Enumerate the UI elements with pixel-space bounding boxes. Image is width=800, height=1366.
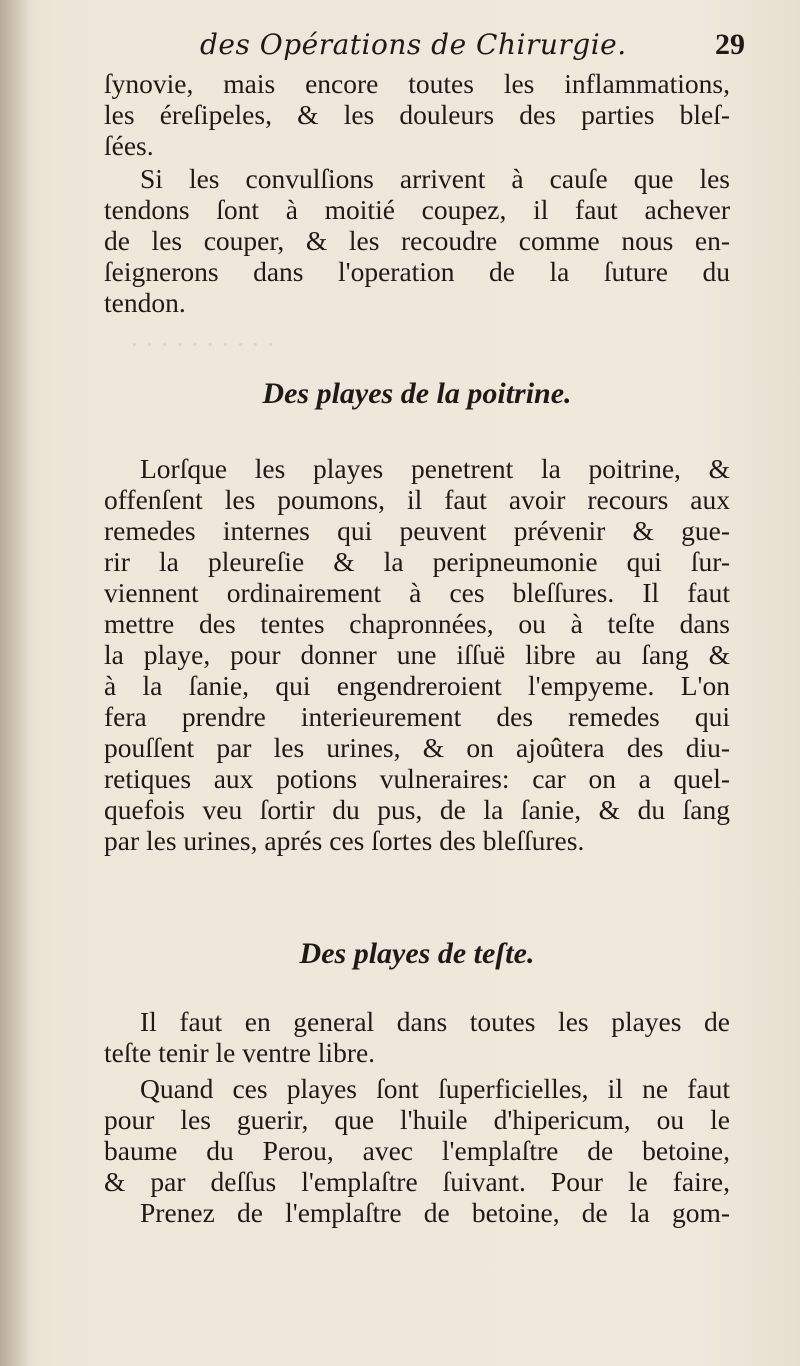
text-line: Si les convulſions arrivent à cauſe que les (140, 163, 730, 194)
running-head: des Opérations de Chirurgie. (200, 28, 627, 61)
text-line: tendons ſont à moitié coupez, il faut achever (104, 194, 730, 225)
text-line: retiques aux potions vulneraires: car on a quel- (104, 763, 730, 794)
text-line: Prenez de l'emplaſtre de betoine, de la gom- (140, 1197, 730, 1228)
text-line: ſées. (104, 130, 154, 161)
text-line: & par deſſus l'emplaſtre ſuivant. Pour le faire, (104, 1166, 730, 1197)
text-line: Quand ces playes ſont ſuperficielles, il ne faut (140, 1073, 730, 1104)
page-header (200, 22, 745, 72)
text-line: Il faut en general dans toutes les playes de (140, 1006, 730, 1037)
text-line: rir la pleureſie & la peripneumonie qui ſur- (104, 546, 730, 577)
text-line: à la ſanie, qui engendreroient l'empyeme. L'on (104, 670, 730, 701)
text-line: tendon. (104, 287, 186, 318)
text-line: offenſent les poumons, il faut avoir recours aux (104, 484, 730, 515)
paragraph-2 (104, 163, 730, 318)
paragraph-1 (104, 68, 730, 161)
text-line: par les urines, aprés ces ſortes des bleſſures. (104, 825, 585, 856)
text-line: les éreſipeles, & les douleurs des parties bleſ- (104, 99, 730, 130)
paragraph-5 (104, 1073, 730, 1228)
text-line: fera prendre interieurement des remedes qui (104, 701, 730, 732)
text-line: pouſſent par les urines, & on ajoûtera des diu- (104, 732, 730, 763)
text-line: quefois veu ſortir du pus, de la ſanie, & du ſang (104, 794, 730, 825)
text-line: de les couper, & les recoudre comme nous en- (104, 225, 730, 256)
text-line: la playe, pour donner une iſſuë libre au ſang & (104, 639, 730, 670)
text-line: baume du Perou, avec l'emplaſtre de betoine, (104, 1135, 730, 1166)
text-line: teſte tenir le ventre libre. (104, 1037, 376, 1068)
text-line: remedes internes qui peuvent prévenir & gue- (104, 515, 730, 546)
page-number: 29 (715, 28, 745, 61)
show-through-text: · · · · · · · · · · (130, 330, 276, 359)
text-line: pour les guerir, que l'huile d'hipericum, ou le (104, 1104, 730, 1135)
text-line: ſeignerons dans l'operation de la ſuture du (104, 256, 730, 287)
text-line: mettre des tentes chapronnées, ou à teſte dans (104, 608, 730, 639)
text-line: viennent ordinairement à ces bleſſures. Il faut (104, 577, 730, 608)
text-line: ſynovie, mais encore toutes les inflammations, (104, 68, 730, 99)
text-line: Lorſque les playes penetrent la poitrine, & (140, 453, 730, 484)
gutter-shadow (0, 0, 30, 1366)
section-heading-teste: Des playes de teſte. (299, 937, 535, 970)
section-heading-poitrine: Des playes de la poitrine. (262, 377, 572, 410)
paragraph-4 (104, 1006, 730, 1068)
paragraph-3 (104, 453, 730, 856)
